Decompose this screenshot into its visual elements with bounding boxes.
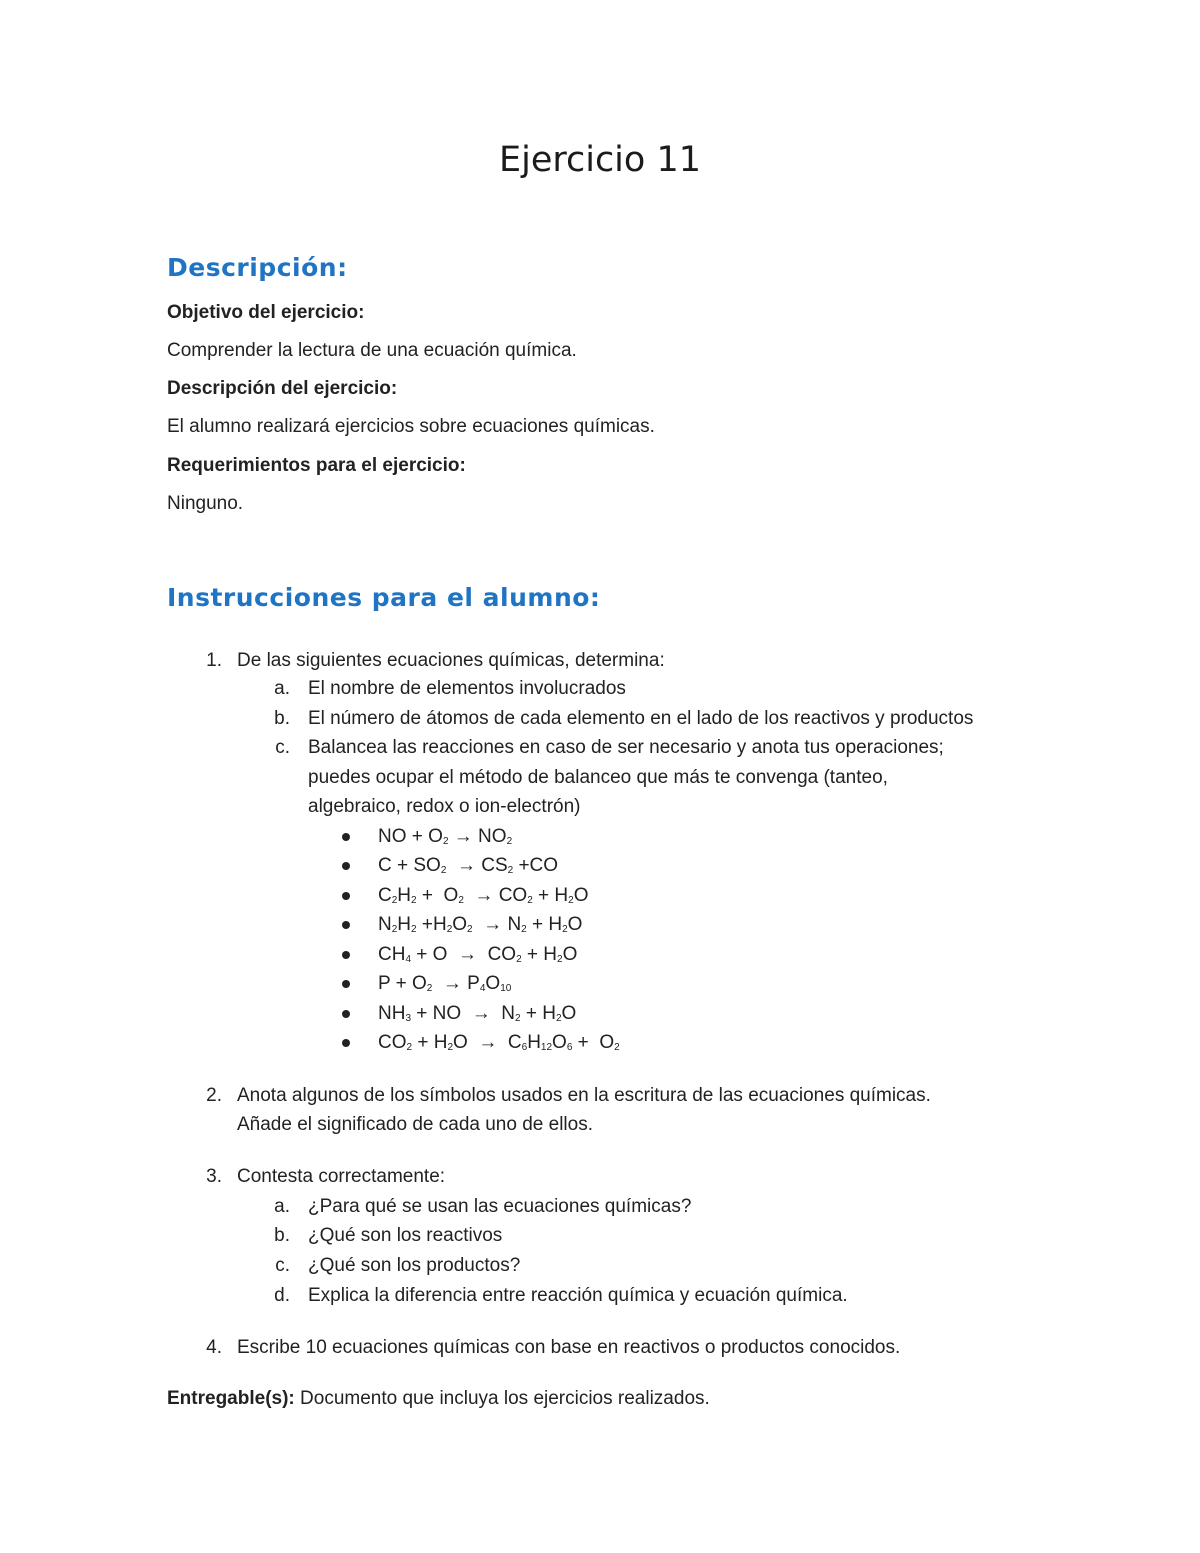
sub-item-text: El número de átomos de cada elemento en el lado de los reactivos y productos [308, 708, 974, 729]
bullet-icon [342, 921, 350, 929]
equation: $C + SO_2 \to CS_2 +CO$ [378, 855, 559, 876]
sub-item-text: ¿Qué son los reactivos [308, 1225, 503, 1246]
section-heading-descripcion: Descripción: [167, 253, 348, 282]
descripcion-label: Descripción del ejercicio: [167, 378, 398, 399]
bullet-icon [342, 980, 350, 988]
list-item-text: Contesta correctamente: [237, 1166, 446, 1187]
list-number: 1. [206, 650, 222, 671]
equation: $N_2H_2 +H_2O_2 \to N_2 + H_2O$ [378, 914, 583, 935]
sub-item-text: Explica la diferencia entre reacción química y ecuación química. [308, 1285, 848, 1306]
equation: $CO_2 + H_2O \to C_6H_{12}O_6 + O_2$ [378, 1032, 620, 1053]
page-title: Ejercicio 11 [498, 140, 701, 180]
sub-item-text: ¿Para qué se usan las ecuaciones químicas? [308, 1196, 692, 1217]
list-item-text: De las siguientes ecuaciones químicas, determina: [237, 650, 665, 671]
objetivo-text: Comprender la lectura de una ecuación química. [167, 340, 577, 361]
requerimientos-text: Ninguno. [167, 493, 244, 514]
list-number: 3. [206, 1166, 222, 1187]
equation: $P + O_2 \to P_4O_{10}$ [378, 973, 512, 994]
list-number: 4. [206, 1337, 222, 1358]
bullet-icon [342, 892, 350, 900]
list-letter: d. [274, 1285, 290, 1306]
sub-item-text: Balancea las reacciones en caso de ser necesario y anota tus operaciones; [308, 737, 944, 758]
bullet-icon [342, 862, 350, 870]
list-item-text: Anota algunos de los símbolos usados en la escritura de las ecuaciones químicas. [237, 1085, 931, 1106]
descripcion-text: El alumno realizará ejercicios sobre ecuaciones químicas. [167, 416, 655, 437]
list-item-text: Escribe 10 ecuaciones químicas con base en reactivos o productos conocidos. [237, 1337, 901, 1358]
equation: $CH_4 + O \to CO_2 + H_2O$ [378, 944, 578, 965]
entregable-label: Entregable(s): [167, 1388, 295, 1409]
bullet-icon [342, 951, 350, 959]
list-letter: c. [275, 737, 290, 758]
section-heading-instrucciones: Instrucciones para el alumno: [167, 583, 601, 612]
objetivo-label: Objetivo del ejercicio: [167, 302, 365, 323]
sub-item-text: El nombre de elementos involucrados [308, 678, 626, 699]
equation: $NH_3$ + NO → $N_2 + H_2O$ [378, 1003, 577, 1024]
list-number: 2. [206, 1085, 222, 1106]
equation: $C_2H_2 + O_2 \to CO_2 + H_2O$ [378, 885, 589, 906]
list-letter: a. [274, 1196, 290, 1217]
equation: NO + $O_2 \to NO_2$ [378, 826, 513, 847]
sub-item-text: puedes ocupar el método de balanceo que más te convenga (tanteo, [308, 767, 888, 788]
list-letter: c. [275, 1255, 290, 1276]
bullet-icon [342, 1039, 350, 1047]
list-item-text: Añade el significado de cada uno de ellos. [237, 1114, 593, 1135]
list-letter: b. [274, 1225, 290, 1246]
sub-item-text: ¿Qué son los productos? [308, 1255, 521, 1276]
bullet-icon [342, 1010, 350, 1018]
entregable-text: Documento que incluya los ejercicios realizados. [294, 1388, 710, 1409]
bullet-icon [342, 833, 350, 841]
list-letter: a. [274, 678, 290, 699]
list-letter: b. [274, 708, 290, 729]
entregable [167, 1387, 710, 1411]
sub-item-text: algebraico, redox o ion-electrón) [308, 796, 581, 817]
requerimientos-label: Requerimientos para el ejercicio: [167, 455, 466, 476]
